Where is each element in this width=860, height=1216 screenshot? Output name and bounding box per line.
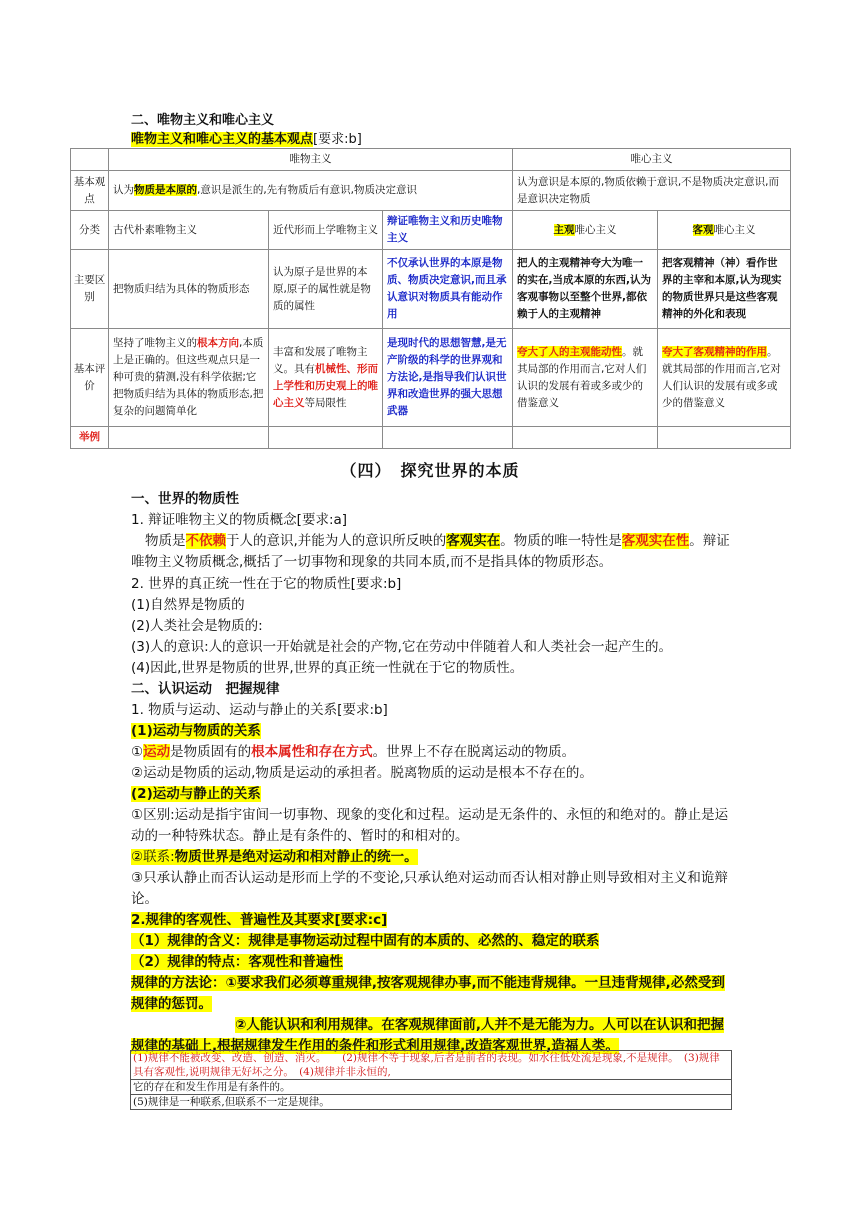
basic-materialism-cell <box>109 171 513 211</box>
class-ancient: 古代朴素唯物主义 <box>109 211 269 250</box>
basic-idealism-cell: 认为意识是本原的,物质依赖于意识,不是物质决定意识,而是意识决定物质 <box>513 171 791 211</box>
s1-p1-d: 。辩证唯物主义物质概念,概括了一切事物和现象的共同本质,而不是指具体的物质形态。 <box>131 533 730 570</box>
s1-item1-heading: 1. 辩证唯物主义的物质概念[要求:a] <box>131 512 348 528</box>
diff-ancient: 把物质归结为具体的物质形态 <box>109 250 269 329</box>
section4-title: （四） 探究世界的本质 <box>340 461 520 480</box>
s2-law-features-text: （2）规律的特点：客观性和普遍性 <box>131 954 343 970</box>
row-label-class: 分类 <box>71 211 109 250</box>
class-objective <box>658 211 791 250</box>
s2-h2 <box>131 784 261 805</box>
s1-p1-hl3: 客观实在性 <box>621 533 690 549</box>
diff-objective: 把客观精神（神）看作世界的主宰和本原,认为现实的物质世界只是这些客观精神的外化和表现 <box>658 250 791 329</box>
s1-p1-hl1: 不依赖 <box>185 533 226 549</box>
s2-p1-red2: 根本属性和存在方式 <box>251 744 373 760</box>
s2-h1 <box>131 721 261 742</box>
s2-law-meaning-text: （1）规律的含义：规律是事物运动过程中固有的本质的、必然的、稳定的联系 <box>131 933 600 949</box>
row-label-diff: 主要区别 <box>71 250 109 329</box>
s1-p1-hl2: 客观实在 <box>446 533 501 549</box>
basic-mat-post: ,意识是派生的,先有物质后有意识,物质决定意识 <box>197 184 418 196</box>
eval-subjective-post: 。就其局部的作用而言,它对人们认识的发展有着或多或少的借鉴意义 <box>517 345 647 409</box>
class-objective-hl: 客观 <box>692 223 714 236</box>
s2-p1-b: 是物质固有的 <box>170 744 252 760</box>
law-note-3: (5)规律是一种联系,但联系不一定是规律。 <box>133 1096 330 1108</box>
section-heading-materialism: 二、唯物主义和唯心主义 <box>131 113 275 128</box>
s2-h1-text: (1)运动与物质的关系 <box>131 723 261 739</box>
header-materialism: 唯物主义 <box>109 149 513 171</box>
s2-p3: ①区别:运动是指宇宙间一切事物、现象的变化和过程。运动是无条件的、永恒的和绝对的。静止是运动的一种特殊状态。静止是有条件的、暂时的和相对的。 <box>131 807 729 844</box>
eval-modern-red: 机械性、形而上学性和历史观上的唯心主义 <box>273 362 378 409</box>
law-notes-box <box>130 1050 732 1110</box>
diff-dialectical: 不仅承认世界的本原是物质、物质决定意识,而且承认意识对物质具有能动作用 <box>383 250 513 329</box>
example-cell-2 <box>269 427 383 449</box>
example-cell-5 <box>658 427 791 449</box>
law-note-1: (1)规律不能被改变、改造、创造、消灭。 (2)规律不等于现象,后者是前者的表现。如水往低处流是现象,不是规律。 (3)规律具有客观性,说明规律无好坏之分。 (4)规律并非永恒的, <box>131 1051 731 1080</box>
subheading-basic-views <box>131 128 362 147</box>
s1-list-2: (2)人类社会是物质的: <box>131 618 263 634</box>
s2-p1-a: ① <box>131 744 144 760</box>
eval-ancient-red: 根本方向 <box>197 337 239 349</box>
s1-paragraph-matter <box>131 531 731 573</box>
class-dialectical: 辩证唯物主义和历史唯物主义 <box>383 211 513 250</box>
table-row-example <box>71 427 791 449</box>
class-modern: 近代形而上学唯物主义 <box>269 211 383 250</box>
eval-subjective <box>513 329 658 427</box>
s2-item2-heading-text: 2.规律的客观性、普遍性及其要求[要求:c] <box>131 912 388 928</box>
diff-subjective: 把人的主观精神夸大为唯一的实在,当成本原的东西,认为客观事物以至整个世界,都依赖于人的主观精神 <box>513 250 658 329</box>
s2-p1 <box>131 742 731 763</box>
subheading-basic-views-title: 唯物主义和唯心主义的基本观点 <box>131 132 314 147</box>
class-subjective-hl: 主观 <box>553 223 575 236</box>
eval-ancient-pre: 坚持了唯物主义的 <box>113 337 197 349</box>
s1-list-3: (3)人的意识:人的意识一开始就是社会的产物,它在劳动中伴随着人和人类社会一起产生的。 <box>131 639 672 655</box>
s2-p4 <box>131 847 731 868</box>
example-cell-3 <box>383 427 513 449</box>
table-corner-cell <box>71 149 109 171</box>
example-cell-4 <box>513 427 658 449</box>
s2-p5: ③只承认静止而否认运动是形而上学的不变论,只承认绝对运动而否认相对静止则导致相对主义和诡辩论。 <box>131 870 728 907</box>
eval-objective-red: 夸大了客观精神的作用 <box>662 345 767 358</box>
class-subjective <box>513 211 658 250</box>
table-row-basic <box>71 171 791 211</box>
s2-h2-text: (2)运动与静止的关系 <box>131 786 261 802</box>
s2-method-1-text: 规律的方法论：①要求我们必须尊重规律,按客观规律办事,而不能违背规律。一旦违背规律,必然受到规律的惩罚。 <box>131 975 725 1012</box>
table-row-eval <box>71 329 791 427</box>
eval-objective <box>658 329 791 427</box>
basic-mat-highlight: 物质是本原的 <box>134 184 197 196</box>
law-note-2: 它的存在和发生作用是有条件的。 <box>131 1080 731 1095</box>
s2-law-meaning <box>131 931 599 952</box>
row-label-example: 举例 <box>71 427 109 449</box>
diff-modern: 认为原子是世界的本原,原子的属性就是物质的属性 <box>269 250 383 329</box>
s2-p2: ②运动是物质的运动,物质是运动的承担者。脱离物质的运动是根本不存在的。 <box>131 765 593 781</box>
class-objective-rest: 唯心主义 <box>713 223 756 236</box>
header-idealism: 唯心主义 <box>513 149 791 171</box>
eval-dialectical: 是现时代的思想智慧,是无产阶级的科学的世界观和方法论,是指导我们认识世界和改造世界的强大思想武器 <box>383 329 513 427</box>
s2-p4-a: ②联系: <box>131 849 175 865</box>
comparison-table <box>70 148 791 449</box>
s1-list-4: (4)因此,世界是物质的世界,世界的真正统一性就在于它的物质性。 <box>131 660 524 676</box>
table-row-class <box>71 211 791 250</box>
eval-subjective-red: 夸大了人的主观能动性 <box>517 345 622 358</box>
s1-item2-heading: 2. 世界的真正统一性在于它的物质性[要求:b] <box>131 576 402 592</box>
s1-p1-a: 物质是 <box>145 533 186 549</box>
s2-item1-heading: 1. 物质与运动、运动与静止的关系[要求:b] <box>131 702 388 718</box>
subheading-basic-views-req: [要求:b] <box>313 132 362 147</box>
s2-p1-c: 。世界上不存在脱离运动的物质。 <box>372 744 576 760</box>
eval-objective-post: 。就其局部的作用而言,它对人们认识的发展有或多或少的借鉴意义 <box>662 345 781 409</box>
s2-law-features <box>131 952 343 973</box>
s1-p1-b: 于人的意识,并能为人的意识所反映的 <box>226 533 447 549</box>
eval-modern-post: 等局限性 <box>304 396 347 409</box>
s2-method-2-text: ②人能认识和利用规律。在客观规律面前,人并不是无能为力。人可以在认识和把握规律的基础上,根据规律发生作用的条件和形式利用规律,改造客观世界,造福人类。 <box>131 1017 725 1054</box>
example-cell-1 <box>109 427 269 449</box>
class-subjective-rest: 唯心主义 <box>574 223 617 236</box>
s1-p1-c: 。物质的唯一特性是 <box>500 533 622 549</box>
eval-modern <box>269 329 383 427</box>
row-label-eval: 基本评价 <box>71 329 109 427</box>
s2-item2-heading <box>131 910 387 931</box>
s1-list-1: (1)自然界是物质的 <box>131 597 245 613</box>
table-header-row <box>71 149 791 171</box>
eval-ancient-post: ,本质上是正确的。但这些观点只是一种可贵的猜测,没有科学依据;它把物质归结为具体的物质形态,把复杂的问题简单化 <box>113 337 264 417</box>
row-label-basic: 基本观点 <box>71 171 109 211</box>
eval-modern-pre: 丰富和发展了唯物主义。具有 <box>273 345 368 375</box>
eval-ancient <box>109 329 269 427</box>
table-row-diff <box>71 250 791 329</box>
s2-title: 二、认识运动 把握规律 <box>131 681 280 697</box>
s1-title: 一、世界的物质性 <box>131 491 239 507</box>
basic-mat-pre: 认为 <box>113 184 134 196</box>
s2-method-1 <box>131 973 731 1015</box>
s2-p1-red1: 运动 <box>143 744 171 760</box>
s2-p4-b: 物质世界是绝对运动和相对静止的统一。 <box>174 849 418 865</box>
